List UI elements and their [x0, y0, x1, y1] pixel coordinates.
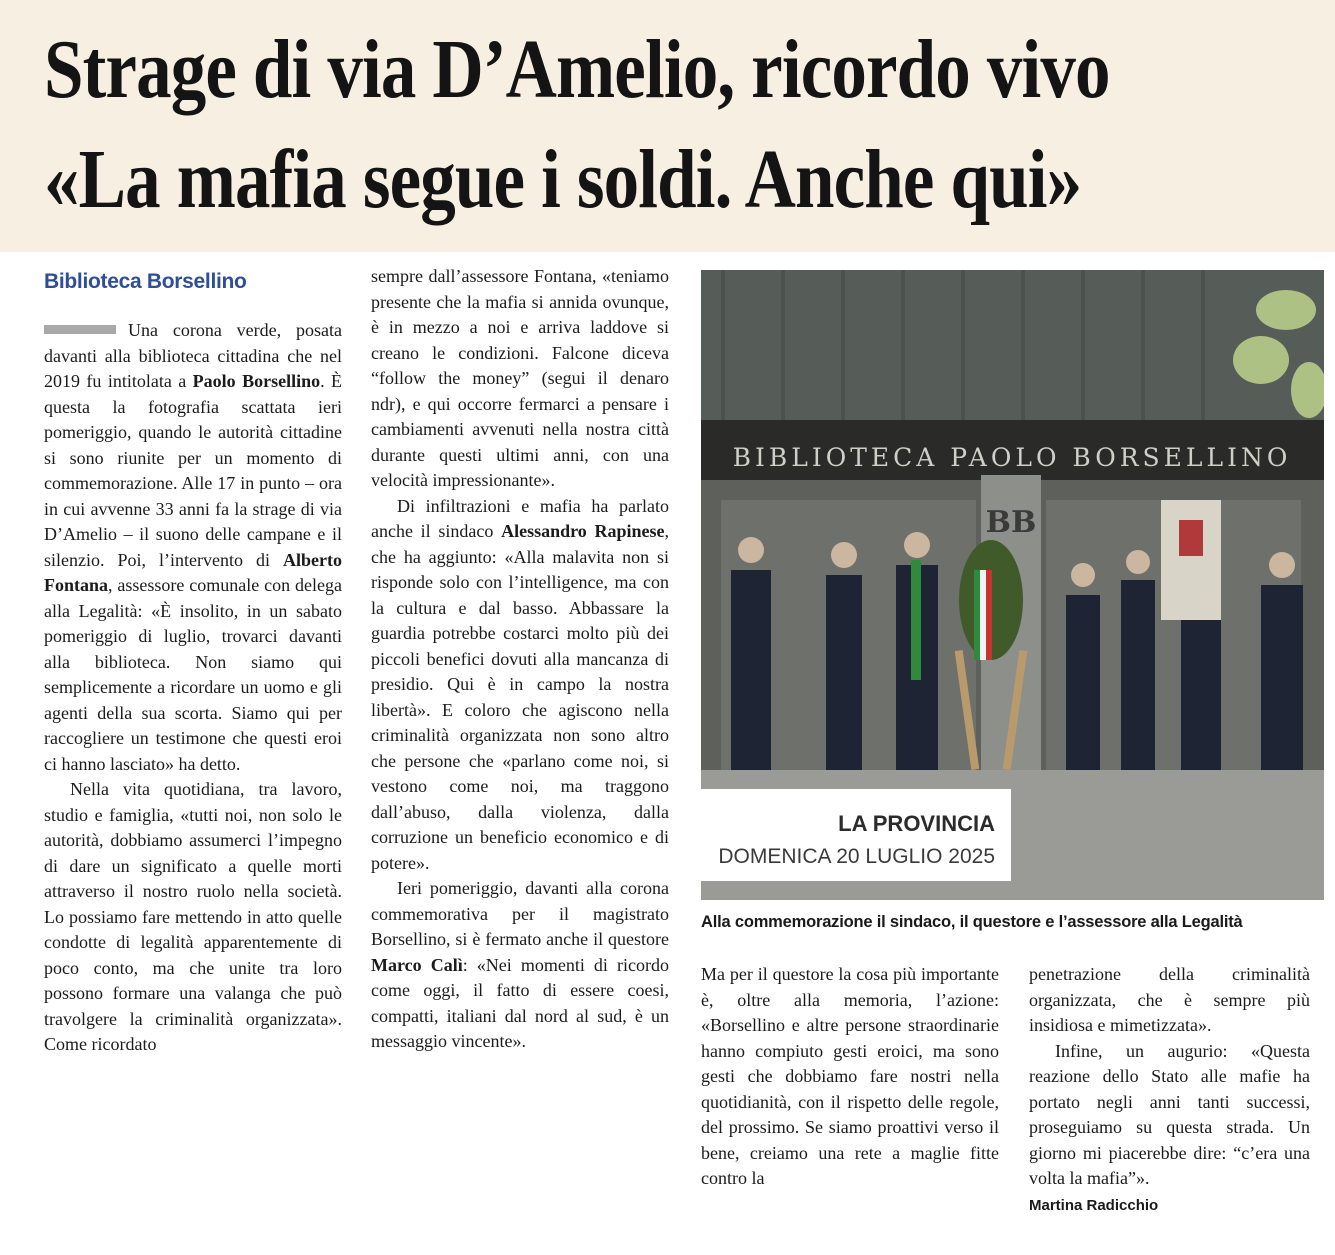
lead-rule-mark: [44, 325, 116, 334]
newspaper-stamp: [701, 789, 1011, 881]
paragraph: Una corona verde, posata davanti alla biblioteca cittadina che nel 2019 fu intitolata a Paolo Borsellino. È questa la fotografia scattata ieri pomeriggio, quando le autorità cittadine si sono riunite per un momento di commemorazione. Alle 17 in punto – ora in cui avvenne 33 anni fa la strage di via D’Amelio – il suono delle campane e il silenzio. Poi, l’intervento di Alberto Fontana, assessore comunale con delega alla Legalità: «È insolito, in un sabato pomeriggio di luglio, trovarci davanti alla biblioteca. Non siamo qui semplicemente a ricordare un uomo e gli agenti della sua scorta. Siamo qui per raccogliere un testimone che questi eroi ci hanno lasciato» ha detto.: [44, 320, 342, 774]
library-logo: BB: [985, 505, 1037, 540]
article-column-4: [1029, 962, 1310, 1218]
paragraph: Nella vita quotidiana, tra lavoro, studio e famiglia, «tutti noi, non solo le autorità, dobbiamo assumerci l’impegno di dare un significato a quelle morti attraverso il nostro ruolo nella società. Lo possiamo fare mettendo in atto quelle condotte di legalità apparentemente di poco conto, ma che unite tra loro possono formare una valanga che può travolgere la criminalità organizzata». Come ricordato: [44, 779, 342, 1054]
name-marco-cali: Marco Calì: [371, 954, 463, 975]
name-alberto-fontana: Alberto Fontana: [44, 549, 342, 595]
author-name: Martina Radicchio: [1029, 1196, 1159, 1214]
paragraph: Di infiltrazioni e mafia ha parlato anche il sindaco Alessandro Rapinese, che ha aggiunto: «Alla malavita non si risponde solo con l’intelligence, ma con la cultura e dal basso. Abbassare la guardia potrebbe costarci molto più dei piccoli benefici dovuti alla mancanza di presidio. Qui è in campo la nostra libertà». E coloro che agiscono nella criminalità organizzata non sono altro che persone che «parlano come noi, si vestono come noi, ma traggono dall’abuso, dalla violenza, dalla corruzione un beneficio economico e di potere».: [371, 495, 669, 873]
paragraph: sempre dall’assessore Fontana, «teniamo presente che la mafia si annida ovunque, è in mezzo a noi e arriva laddove si creano le condizioni. Falcone diceva “follow the money” (segui il denaro ndr), e qui occorre fermarci a pensare i cambiamenti avvenuti nella nostra città durante questi ultimi anni, con una velocità impressionante».: [371, 266, 669, 490]
paragraph: Infine, un augurio: «Questa reazione dello Stato alle mafie ha portato negli anni tanti successi, proseguiamo su questa strada. Un giorno mi piacerebbe dire: “c’era una volta la mafia”».: [1029, 1040, 1310, 1188]
article-column-1: [44, 318, 342, 1058]
photo-caption: Alla commemorazione il sindaco, il questore e l’assessore alla Legalità: [701, 913, 1243, 931]
paragraph: Ma per il questore la cosa più importante è, oltre alla memoria, l’azione: «Borsellino e altre persone straordinarie hanno compiuto gesti eroici, ma sono gesti che dobbiamo fare nostri nella quotidianità, con il rispetto delle regole, del prossimo. Se siamo proattivi verso il bene, creiamo una rete a maglie fitte contro la: [701, 964, 999, 1188]
paragraph: penetrazione della criminalità organizzata, che è sempre più insidiosa e mimetizzata».: [1029, 964, 1310, 1035]
article-column-3: [701, 962, 999, 1192]
paragraph: Ieri pomeriggio, davanti alla corona commemorativa per il magistrato Borsellino, si è fermato anche il questore Marco Calì: «Nei momenti di ricordo come oggi, il fatto di essere coesi, compatti, italiani dal nord al sud, è un messaggio vincente».: [371, 878, 669, 1051]
article-column-2: [371, 264, 669, 1055]
name-paolo-borsellino: Paolo Borsellino: [192, 371, 321, 391]
byline: [1029, 1192, 1310, 1219]
section-kicker: Biblioteca Borsellino: [44, 270, 247, 293]
headline-line-2: «La mafia segue i soldi. Anche qui»: [44, 133, 1082, 226]
newspaper-name: LA PROVINCIA: [838, 811, 995, 836]
headline-line-1: Strage di via D’Amelio, ricordo vivo: [44, 23, 1110, 116]
article-photo: [701, 270, 1324, 900]
library-sign-text: BIBLIOTECA PAOLO BORSELLINO: [732, 443, 1292, 472]
name-alessandro-rapinese: Alessandro Rapinese: [501, 521, 665, 541]
newspaper-date: DOMENICA 20 LUGLIO 2025: [718, 845, 995, 868]
